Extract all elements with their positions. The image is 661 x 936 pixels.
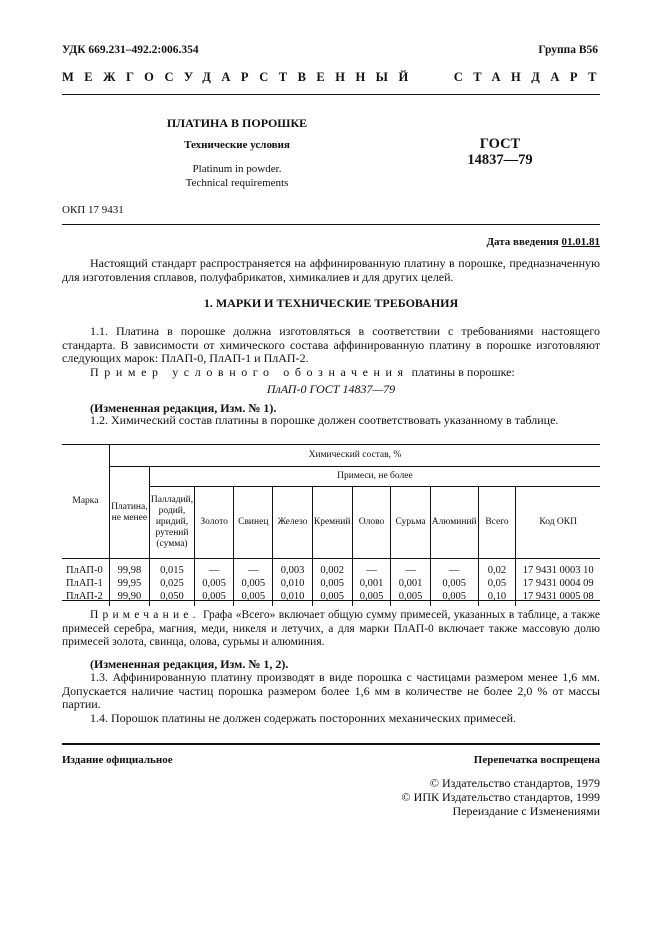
header-mark: Марка bbox=[62, 445, 109, 559]
header-impurities: Примеси, не более bbox=[149, 467, 600, 487]
introduction-date-value: 01.01.81 bbox=[561, 236, 600, 248]
paragraph-1-3: 1.3. Аффинированную платину производят в виде порошка с частицами размером менее 1,6 мм. Допускается наличие частиц порошка размером более 1,6 мм в количестве не более 2,0 % от массы партии. bbox=[62, 670, 600, 711]
cell-silicon: 0,005 bbox=[312, 577, 352, 590]
note-label: Примечание. bbox=[90, 609, 200, 621]
title-english-2: Technical requirements bbox=[185, 177, 289, 189]
cell-tin: 0,001 bbox=[352, 577, 391, 590]
example-label: Пример условного обозначения bbox=[90, 365, 409, 379]
reprint-prohibited: Перепечатка воспрещена bbox=[473, 754, 600, 766]
cell-aluminium: 0,005 bbox=[430, 590, 478, 606]
title-english-1: Platinum in powder. bbox=[192, 163, 282, 175]
cell-iron: 0,010 bbox=[273, 577, 312, 590]
amendment-1-2: (Измененная редакция, Изм. № 1, 2). bbox=[90, 657, 289, 671]
cell-platinum: 99,90 bbox=[109, 590, 149, 606]
table-bottom-rule bbox=[62, 600, 600, 601]
header-okp-code: Код ОКП bbox=[516, 487, 600, 559]
copyright-1979: © Издательство стандартов, 1979 bbox=[429, 776, 600, 790]
introduction-date-label: Дата введения bbox=[486, 236, 559, 248]
paragraph-1-4: 1.4. Порошок платины не должен содержать посторонних механических примесей. bbox=[90, 711, 517, 725]
header-antimony: Сурьма bbox=[391, 487, 430, 559]
reissue-note: Переиздание с Изменениями bbox=[452, 804, 600, 818]
paragraph-1-1: 1.1. Платина в порошке должна изготовляться в соответствии с требованиями настоящего стандарта. В зависимости от химического состава аффинированную платину в порошке изготовляют следующих марок: ПлАП-0, ПлАП-1 и ПлАП-2. bbox=[62, 324, 600, 365]
note-text: Графа «Всего» включает общую сумму примесей, указанных в таблице, а также примесей серебра, магния, меди, никеля и летучих, а для марки ПлАП-0 включает также массовую долю примесей золота, свинца, олова, сурьмы и алюминия. bbox=[62, 609, 600, 648]
header-silicon: Кремний bbox=[312, 487, 352, 559]
cell-lead: — bbox=[234, 559, 273, 578]
example-designation: ПлАП-0 ГОСТ 14837—79 bbox=[266, 382, 396, 396]
udk-code: УДК 669.231–492.2:006.354 bbox=[62, 44, 199, 56]
cell-lead: 0,005 bbox=[234, 590, 273, 606]
cell-mark: ПлАП-1 bbox=[62, 577, 109, 590]
cell-silicon: 0,002 bbox=[312, 559, 352, 578]
cell-gold: — bbox=[195, 559, 234, 578]
cell-iron: 0,003 bbox=[273, 559, 312, 578]
example-rest: платины в порошке: bbox=[408, 365, 515, 379]
title-rule bbox=[62, 224, 600, 225]
cell-antimony: 0,001 bbox=[391, 577, 430, 590]
header-lead: Свинец bbox=[234, 487, 273, 559]
table-row bbox=[62, 577, 600, 590]
cell-okp-code: 17 9431 0004 09 bbox=[516, 577, 600, 590]
cell-palladium-group: 0,015 bbox=[149, 559, 194, 578]
cell-antimony: — bbox=[391, 559, 430, 578]
example-line bbox=[90, 365, 515, 380]
cell-mark: ПлАП-2 bbox=[62, 590, 109, 606]
header-palladium-group: Палладий, родий, иридий, рутений (сумма) bbox=[149, 487, 194, 559]
table-row bbox=[62, 559, 600, 578]
cell-gold: 0,005 bbox=[195, 590, 234, 606]
okp-code: ОКП 17 9431 bbox=[62, 204, 124, 216]
table-row bbox=[62, 590, 600, 606]
cell-total: 0,02 bbox=[478, 559, 516, 578]
cell-palladium-group: 0,025 bbox=[149, 577, 194, 590]
official-edition: Издание официальное bbox=[62, 754, 173, 766]
cell-aluminium: 0,005 bbox=[430, 577, 478, 590]
copyright-1999: © ИПК Издательство стандартов, 1999 bbox=[401, 790, 600, 804]
gost-label: ГОСТ bbox=[479, 136, 521, 152]
cell-okp-code: 17 9431 0005 08 bbox=[516, 590, 600, 606]
intro-paragraph: Настоящий стандарт распространяется на аффинированную платину в порошке, предназначенную для изготовления сплавов, полуфабрикатов, химикалиев и для других целей. bbox=[62, 256, 600, 284]
cell-gold: 0,005 bbox=[195, 577, 234, 590]
header-iron: Железо bbox=[273, 487, 312, 559]
table-note bbox=[62, 609, 600, 650]
cell-okp-code: 17 9431 0003 10 bbox=[516, 559, 600, 578]
header-chemical-composition: Химический состав, % bbox=[109, 445, 600, 467]
header-gold: Золото bbox=[195, 487, 234, 559]
footer-rule bbox=[62, 743, 600, 745]
header-total: Всего bbox=[478, 487, 516, 559]
cell-palladium-group: 0,050 bbox=[149, 590, 194, 606]
doc-subtitle: Технические условия bbox=[184, 139, 290, 151]
cell-tin: — bbox=[352, 559, 391, 578]
banner-interstate-standard: МЕЖГОСУДАРСТВЕННЫЙ СТАНДАРТ bbox=[62, 70, 607, 84]
cell-total: 0,05 bbox=[478, 577, 516, 590]
header-platinum: Платина, не менее bbox=[109, 467, 149, 559]
introduction-date bbox=[486, 236, 600, 248]
cell-antimony: 0,005 bbox=[391, 590, 430, 606]
cell-total: 0,10 bbox=[478, 590, 516, 606]
cell-silicon: 0,005 bbox=[312, 590, 352, 606]
cell-platinum: 99,95 bbox=[109, 577, 149, 590]
header-tin: Олово bbox=[352, 487, 391, 559]
doc-title: ПЛАТИНА В ПОРОШКЕ bbox=[166, 116, 308, 130]
banner-rule bbox=[62, 94, 600, 95]
cell-tin: 0,005 bbox=[352, 590, 391, 606]
cell-aluminium: — bbox=[430, 559, 478, 578]
header-aluminium: Алюминий bbox=[430, 487, 478, 559]
cell-mark: ПлАП-0 bbox=[62, 559, 109, 578]
cell-platinum: 99,98 bbox=[109, 559, 149, 578]
gost-number: 14837—79 bbox=[467, 152, 533, 168]
amendment-1: (Измененная редакция, Изм. № 1). bbox=[90, 401, 277, 415]
chemical-composition-table bbox=[62, 444, 600, 606]
cell-lead: 0,005 bbox=[234, 577, 273, 590]
group-code: Группа В56 bbox=[538, 44, 598, 56]
paragraph-1-2: 1.2. Химический состав платины в порошке должен соответствовать указанному в таблице. bbox=[90, 413, 559, 427]
cell-iron: 0,010 bbox=[273, 590, 312, 606]
section-1-heading: 1. МАРКИ И ТЕХНИЧЕСКИЕ ТРЕБОВАНИЯ bbox=[203, 296, 459, 310]
